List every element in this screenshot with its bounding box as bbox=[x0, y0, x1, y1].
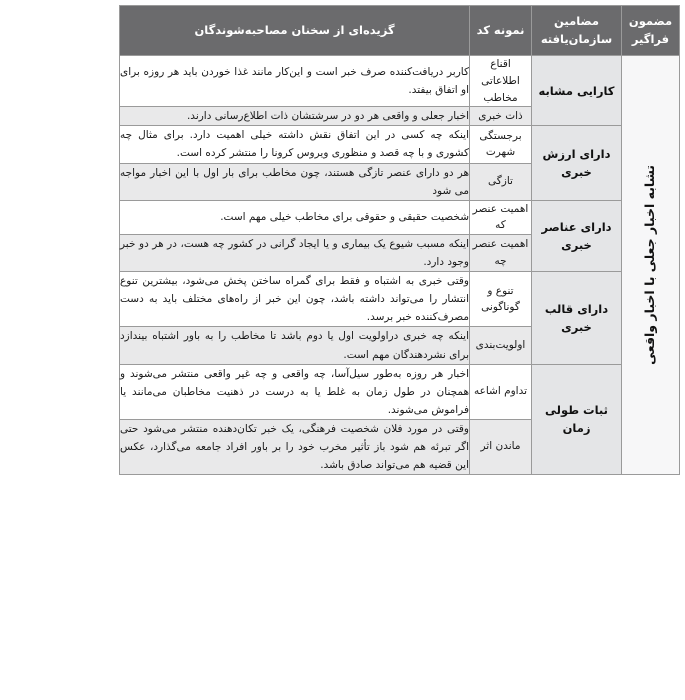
table-row bbox=[120, 126, 680, 163]
cell-interviewee-quote: اینکه چه خبری دراولویت اول یا دوم باشد تا مخاطب را به باور اشتباه بیندازد برای نشردهندگان مهم است. bbox=[120, 327, 470, 364]
cell-interviewee-quote: کاربر دریافت‌کننده صرف خبر است و این‌کار مانند غذا خوردن باید هر روزه برای او اتفاق بیفتد. bbox=[120, 56, 470, 107]
table-row bbox=[120, 200, 680, 235]
cell-interviewee-quote: اخبار جعلی و واقعی هر دو در سرشتشان ذات اطلاع‌رسانی دارند. bbox=[120, 107, 470, 126]
cell-interviewee-quote: وقتی در مورد فلان شخصیت فرهنگی، یک خبر تکان‌دهنده منتشر می‌شود حتی اگر تبرئه هم شود باز تأثیر مخرب خود را بر باور افراد جامعه می‌گذارد، عکس این قضیه هم می‌تواند صادق باشد. bbox=[120, 419, 470, 474]
cell-sample-code: تنوع و گوناگونی bbox=[470, 272, 532, 327]
table-header bbox=[120, 6, 680, 56]
column-header-overarching-theme: مضمون فراگیر bbox=[622, 6, 680, 56]
cell-interviewee-quote: اینکه مسبب شیوع یک بیماری و یا ایجاد گرانی در کشور چه هست، در هر دو خبر وجود دارد. bbox=[120, 235, 470, 272]
cell-sample-code: اولویت‌بندی bbox=[470, 327, 532, 364]
table-body bbox=[120, 56, 680, 475]
cell-interviewee-quote: اخبار هر روزه به‌طور سیل‌آسا، چه واقعی و چه غیر واقعی منتشر می‌شوند و همچنان در طول زمان به غلط یا به درست در ذهنیت مخاطبان می‌مانند یا فراموش می‌شوند. bbox=[120, 364, 470, 419]
cell-overarching-theme bbox=[622, 56, 680, 475]
cell-sample-code: ماندن اثر bbox=[470, 419, 532, 474]
cell-organized-theme: دارای ارزش خبری bbox=[532, 126, 622, 200]
cell-organized-theme: دارای عناصر خبری bbox=[532, 200, 622, 272]
cell-sample-code: ذات خبری bbox=[470, 107, 532, 126]
column-header-interviewee-quotes: گزیده‌ای از سخنان مصاحبه‌شوندگان bbox=[120, 6, 470, 56]
cell-interviewee-quote: هر دو دارای عنصر تازگی هستند، چون مخاطب برای بار اول با این اخبار مواجه می شود bbox=[120, 163, 470, 200]
cell-sample-code: اقناع اطلاعاتی مخاطب bbox=[470, 56, 532, 107]
cell-interviewee-quote: اینکه چه کسی در این اتفاق نقش داشته خیلی اهمیت دارد. برای مثال چه کشوری و با چه قصد و منظوری ویروس کرونا را منتشر کرده است. bbox=[120, 126, 470, 163]
cell-interviewee-quote: وقتی خبری به اشتباه و فقط برای گمراه ساختن پخش می‌شود، بیشترین تنوع انتشار را می‌تواند داشته باشد، چون این خبر از راه‌های مختلف باید به دست مصرف‌کننده خبر برسد. bbox=[120, 272, 470, 327]
cell-organized-theme: ثبات طولی زمان bbox=[532, 364, 622, 474]
cell-sample-code: اهمیت عنصر که bbox=[470, 200, 532, 235]
column-header-sample-code: نمونه کد bbox=[470, 6, 532, 56]
cell-sample-code: تازگی bbox=[470, 163, 532, 200]
thematic-analysis-table bbox=[119, 5, 680, 475]
table-row bbox=[120, 272, 680, 327]
cell-sample-code: تداوم اشاعه bbox=[470, 364, 532, 419]
table-row bbox=[120, 56, 680, 107]
header-row bbox=[120, 6, 680, 56]
cell-organized-theme: دارای قالب خبری bbox=[532, 272, 622, 364]
overarching-theme-label: تشابه اخبار جعلی با اخبار واقعی bbox=[642, 164, 658, 365]
thematic-analysis-table-wrapper bbox=[120, 5, 680, 475]
cell-sample-code: اهمیت عنصر چه bbox=[470, 235, 532, 272]
cell-organized-theme: کارایی مشابه bbox=[532, 56, 622, 126]
table-row bbox=[120, 364, 680, 419]
cell-sample-code: برجستگی شهرت bbox=[470, 126, 532, 163]
column-header-organized-themes: مضامین سازمان‌یافته bbox=[532, 6, 622, 56]
cell-interviewee-quote: شخصیت حقیقی و حقوقی برای مخاطب خیلی مهم است. bbox=[120, 200, 470, 235]
